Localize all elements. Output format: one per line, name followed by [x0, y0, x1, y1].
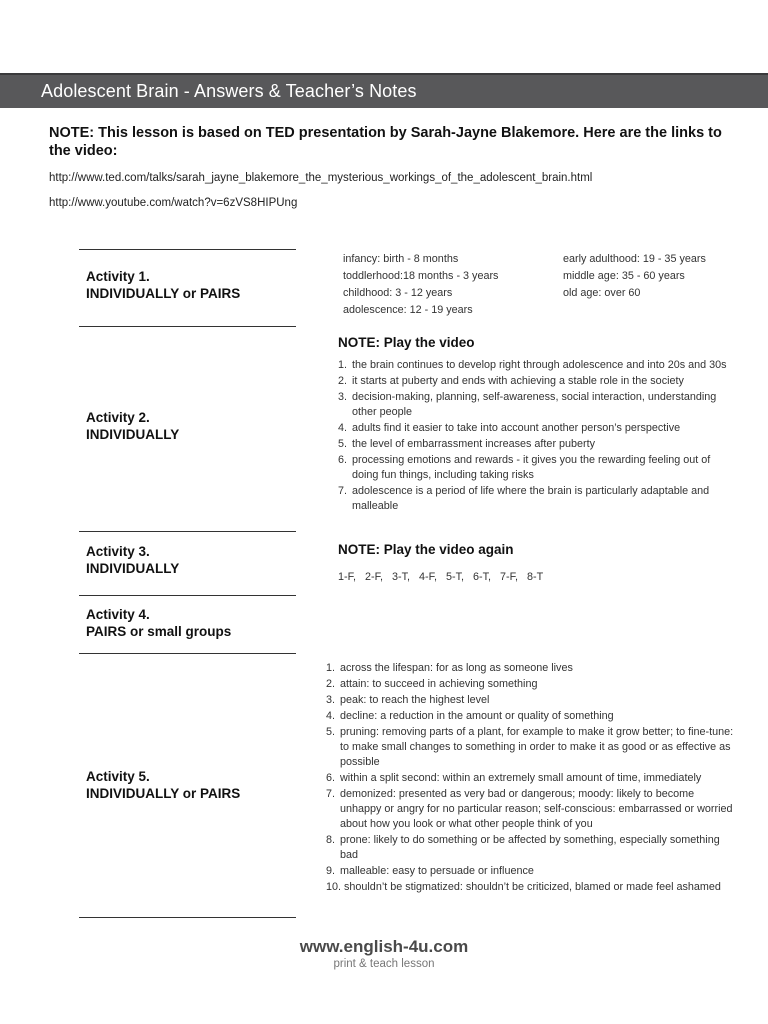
- activity-5-label: [86, 768, 240, 802]
- footer-tagline: print & teach lesson: [333, 958, 435, 970]
- page-title: Adolescent Brain - Answers & Teacher’s Notes: [41, 81, 417, 101]
- answer-item: 2. attain: to succeed in achieving something: [326, 678, 538, 690]
- activity-3-note: NOTE: Play the video again: [338, 542, 514, 557]
- answer-item: 3. peak: to reach the highest level: [326, 694, 490, 706]
- divider-rule: [79, 595, 296, 596]
- answer-item: 1. across the lifespan: for as long as someone lives: [326, 662, 573, 674]
- activity-mode: INDIVIDUALLY: [86, 427, 180, 442]
- life-stage: toddlerhood:18 months - 3 years: [343, 270, 499, 282]
- answer-item: 7. demonized: presented as very bad or dangerous; moody: likely to become unhappy or angry for no particular reason; self-conscious: embarrassed or worried about how you look or what other people think of you: [326, 788, 733, 830]
- answer-item: 2. it starts at puberty and ends with achieving a stable role in the society: [338, 375, 684, 387]
- activity-title: Activity 2.: [86, 410, 150, 425]
- header-bar: [0, 73, 768, 108]
- divider-rule: [79, 531, 296, 532]
- activity-5-answers: [326, 661, 736, 896]
- activity-4-label: [86, 606, 231, 640]
- answer-item: 3. decision-making, planning, self-awareness, social interaction, understanding other people: [338, 391, 717, 418]
- answer-item: 4. decline: a reduction in the amount or quality of something: [326, 710, 614, 722]
- answer-item: 1. the brain continues to develop right through adolescence and into 20s and 30s: [338, 359, 727, 371]
- activity-title: Activity 3.: [86, 544, 150, 559]
- activity-title: Activity 5.: [86, 769, 150, 784]
- divider-rule: [79, 653, 296, 654]
- activity-1-label: [86, 268, 240, 302]
- life-stage: early adulthood: 19 - 35 years: [563, 253, 706, 265]
- activity-3-label: [86, 543, 179, 577]
- answer-item: 5. the level of embarrassment increases after puberty: [338, 438, 596, 450]
- answer-item: 5. pruning: removing parts of a plant, for example to make it grow better; to fine-tune: to make small changes to something in order to make it as good or as effective as possible: [326, 726, 734, 768]
- answer-item: 8. prone: likely to do something or be affected by something, especially something bad: [326, 834, 720, 861]
- true-false-answers: 1-F, 2-F, 3-T, 4-F, 5-T, 6-T, 7-F, 8-T: [338, 571, 544, 583]
- divider-rule: [79, 326, 296, 327]
- life-stage: middle age: 35 - 60 years: [563, 270, 685, 282]
- answer-item: 9. malleable: easy to persuade or influence: [326, 865, 534, 877]
- divider-rule: [79, 917, 296, 918]
- youtube-link[interactable]: http://www.youtube.com/watch?v=6zVS8HIPUng: [49, 197, 298, 209]
- life-stages-left: [343, 251, 498, 319]
- activity-mode: INDIVIDUALLY or PAIRS: [86, 286, 241, 301]
- life-stage: old age: over 60: [563, 287, 641, 299]
- activity-2-note: NOTE: Play the video: [338, 335, 475, 350]
- activity-mode: INDIVIDUALLY or PAIRS: [86, 786, 241, 801]
- life-stage: childhood: 3 - 12 years: [343, 287, 453, 299]
- answer-item: 7. adolescence is a period of life where the brain is particularly adaptable and malleable: [338, 485, 710, 512]
- answer-item: 6. processing emotions and rewards - it gives you the rewarding feeling out of doing fun things, including taking risks: [338, 454, 711, 481]
- activity-title: Activity 4.: [86, 607, 150, 622]
- answer-item: 4. adults find it easier to take into account another person’s perspective: [338, 422, 681, 434]
- answer-item: 10. shouldn’t be stigmatized: shouldn’t be criticized, blamed or made feel ashamed: [326, 881, 721, 893]
- footer-site-link[interactable]: www.english-4u.com: [299, 937, 469, 956]
- activity-2-answers: [338, 358, 730, 515]
- activity-mode: INDIVIDUALLY: [86, 561, 180, 576]
- ted-link[interactable]: http://www.ted.com/talks/sarah_jayne_blakemore_the_mysterious_workings_of_the_adolescent_brain.html: [49, 172, 593, 184]
- answer-item: 6. within a split second: within an extremely small amount of time, immediately: [326, 772, 702, 784]
- lesson-note: NOTE: This lesson is based on TED presentation by Sarah-Jayne Blakemore. Here are the links to the video:: [49, 125, 722, 159]
- activity-mode: PAIRS or small groups: [86, 624, 232, 639]
- life-stage: infancy: birth - 8 months: [343, 253, 459, 265]
- life-stages-right: [563, 251, 706, 302]
- life-stage: adolescence: 12 - 19 years: [343, 304, 473, 316]
- divider-rule: [79, 249, 296, 250]
- activity-title: Activity 1.: [86, 269, 150, 284]
- activity-2-label: [86, 409, 179, 443]
